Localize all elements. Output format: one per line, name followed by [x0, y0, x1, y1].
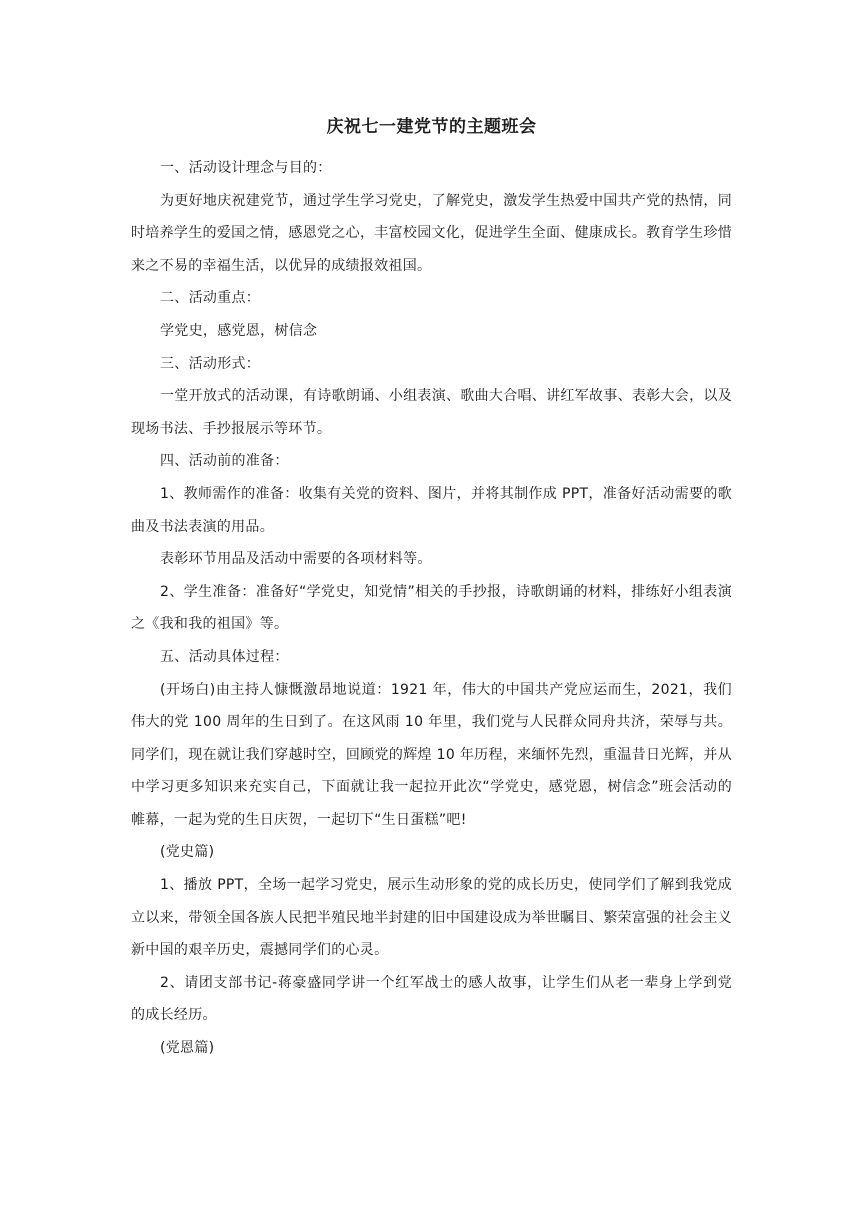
paragraph-format: 一堂开放式的活动课，有诗歌朗诵、小组表演、歌曲大合唱、讲红军故事、表彰大会，以及现场书法、手抄报展示等环节。	[131, 388, 732, 437]
paragraph-ppt: 1、播放 PPT，全场一起学习党史，展示生动形象的党的成长历史，使同学们了解到我党成立以来，带领全国各族人民把半殖民地半封建的旧中国建设成为举世瞩目、繁荣富强的社会主义新中国的艰辛历史，震撼同学们的心灵。	[131, 877, 732, 959]
paragraph-teacher-prep: 1、教师需作的准备：收集有关党的资料、图片，并将其制作成 PPT，准备好活动需要的歌曲及书法表演的用品。	[131, 485, 732, 535]
paragraph-award-materials: 表彰环节用品及活动中需要的各项材料等。	[160, 551, 432, 568]
paragraph-purpose: 为更好地庆祝建党节，通过学生学习党史，了解党史，激发学生热爱中国共产党的热情，同时培养学生的爱国之情，感恩党之心，丰富校园文化，促进学生全面、健康成长。教育学生珍惜来之不易的幸福生活，以优异的成绩报效祖国。	[131, 192, 732, 274]
section-heading-1: 一、活动设计理念与目的：	[160, 160, 332, 176]
paragraph-story: 2、请团支部书记-蒋豪盛同学讲一个红军战士的感人故事，让学生们从老一辈身上学到党的成长经历。	[131, 974, 732, 1024]
document-title: 庆祝七一建党节的主题班会	[326, 117, 537, 137]
paragraph-opening: (开场白)由主持人慷慨激昂地说道：1921 年，伟大的中国共产党应运而生，2021，我们伟大的党 100 周年的生日到了。在这风雨 10 年里，我们党与人民群众同舟共济，荣辱与共。同学们，现在就让我们穿越时空，回顾党的辉煌 10 年历程，来缅怀先烈，重温昔日光辉，并从中学习更多知识来充实自己，下面就让我一起拉开此次“学党史，感党恩，树信念”班会活动的帷幕，一起为党的生日庆贺，一起切下“生日蛋糕”吧!	[131, 681, 732, 828]
subsection-party-history: (党史篇)	[160, 844, 215, 861]
section-heading-4: 四、活动前的准备：	[160, 453, 289, 470]
section-heading-5: 五、活动具体过程：	[160, 648, 289, 665]
section-heading-3: 三、活动形式：	[160, 355, 261, 372]
subsection-party-grace: (党恩篇)	[160, 1040, 215, 1057]
paragraph-focus: 学党史，感党恩，树信念	[160, 322, 318, 339]
paragraph-student-prep: 2、学生准备：准备好“学党史，知党情”相关的手抄报，诗歌朗诵的材料，排练好小组表演之《我和我的祖国》等。	[131, 583, 732, 633]
section-heading-2: 二、活动重点：	[160, 290, 261, 307]
